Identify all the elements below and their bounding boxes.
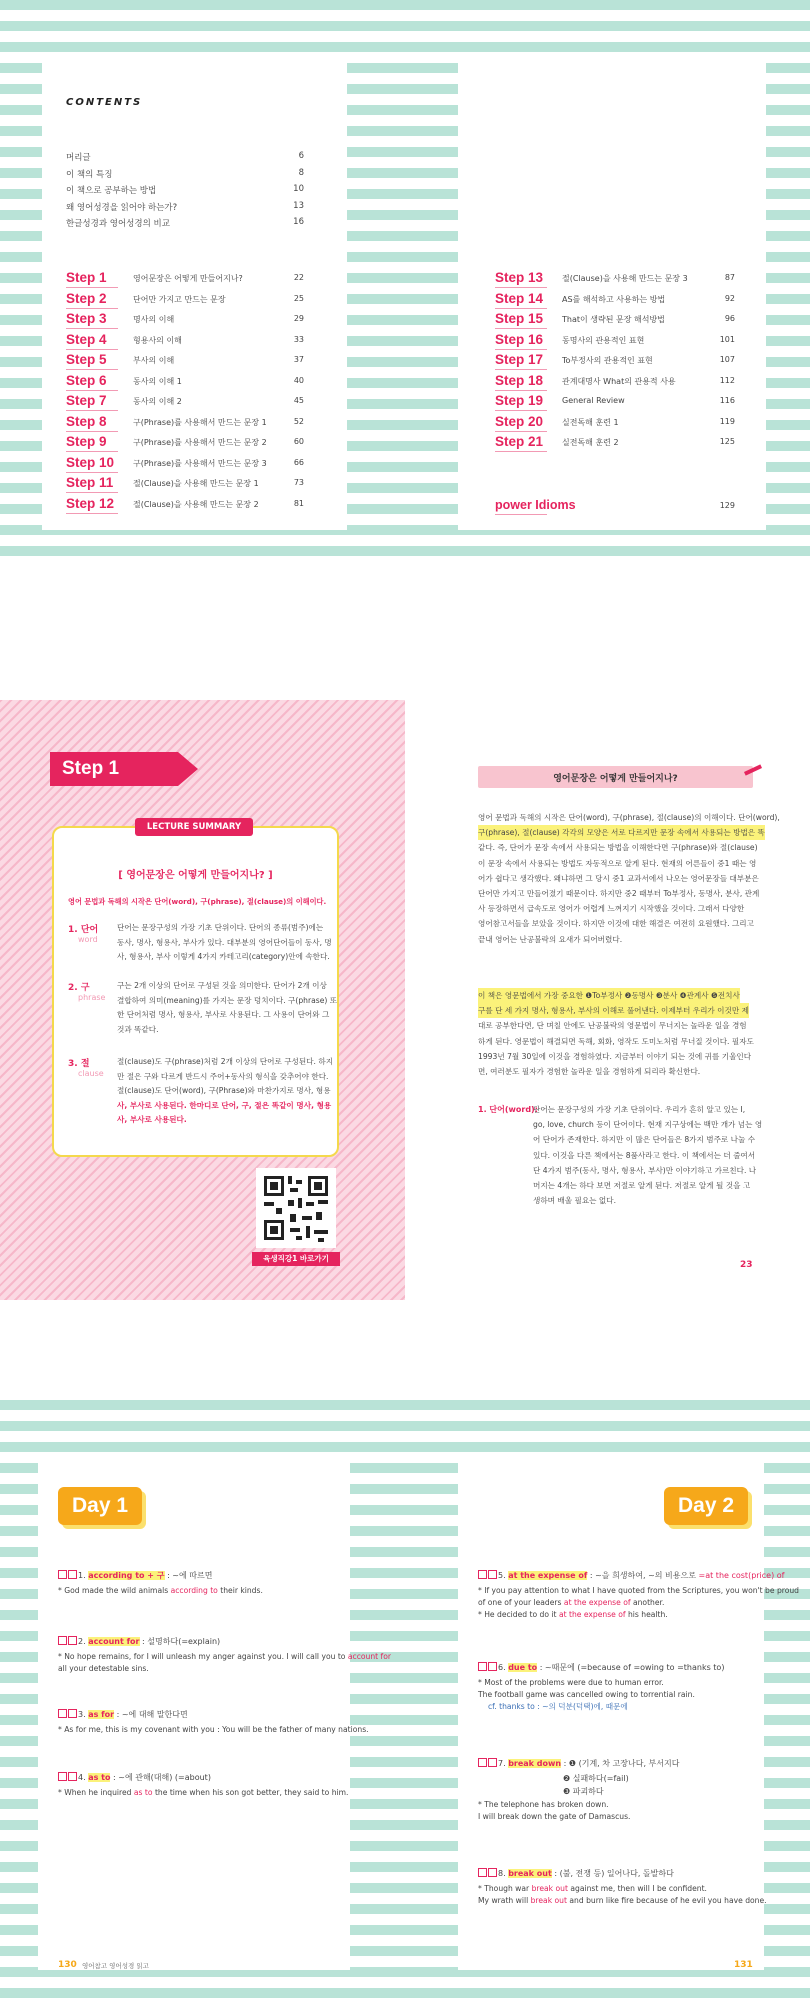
step-row[interactable] <box>66 272 304 290</box>
step-title: 구(Phrase)를 사용해서 만드는 문장 3 <box>133 458 267 468</box>
paragraph-line: 단어만 가지고 만들어졌기 때문이다. 하지만 중2 때부터 To부정사, 동명사, 분사, 관계 <box>478 889 760 899</box>
checkbox[interactable] <box>478 1570 487 1579</box>
example-sentence: * Though war break out against me, then will I be confident. <box>478 1884 707 1893</box>
example-part: and burn like fire because of he evil you have done. <box>566 1896 767 1905</box>
step-page: 66 <box>293 457 304 467</box>
lecture-intro-line: 영어 문법과 독해의 시작은 단어(word), 구(phrase), 절(clause)의 이해이다. <box>68 897 327 906</box>
idiom-keyword: due to <box>508 1663 538 1672</box>
paragraph-line: 면, 여러분도 필자가 경험한 놀라운 일을 경험하게 되리라 확신한다. <box>478 1067 701 1077</box>
step-row[interactable] <box>495 290 735 311</box>
checkbox[interactable] <box>478 1758 487 1767</box>
paragraph-line: 머지는 4개는 하다 보면 저절로 알게 된다. 저절로 알게 될 것을 고 <box>533 1181 751 1191</box>
page-number-131: 131 <box>734 1960 753 1970</box>
step-number: Step 6 <box>66 372 107 388</box>
step-number: Step 20 <box>495 413 544 429</box>
idiom-meaning: : ~에 따르면 <box>167 1571 213 1580</box>
paragraph-line: 이 문장 속에서 사용되는 방법도 자동적으로 알게 된다. 현재의 어른들이 중1 때는 영 <box>478 858 757 868</box>
example-part: My wrath will <box>478 1896 531 1905</box>
intro-label: 머리글 <box>66 153 91 163</box>
idiom-number: 3. <box>78 1710 86 1719</box>
step-number: Step 18 <box>495 372 544 388</box>
lecture-summary-label: LECTURE SUMMARY <box>146 822 242 832</box>
step-row[interactable] <box>66 313 304 331</box>
example-part: another. <box>630 1598 665 1607</box>
step-title: 동사의 이해 1 <box>133 376 182 386</box>
example-part: Though war <box>484 1884 532 1893</box>
checkbox[interactable] <box>68 1709 77 1718</box>
step-page: 45 <box>293 396 304 405</box>
idiom-heading[interactable] <box>58 1570 212 1581</box>
word-section-text <box>533 1102 763 1208</box>
step-row[interactable] <box>495 436 735 454</box>
checkbox[interactable] <box>68 1636 77 1645</box>
example-sentence: * If you pay attention to what I have quoted from the Scriptures, you won't be proud <box>478 1586 799 1595</box>
idiom-number: 6. <box>498 1663 506 1672</box>
step-page: 37 <box>293 355 304 364</box>
idiom-meaning: : 설명하다(=explain) <box>142 1637 221 1646</box>
intro-row[interactable] <box>66 201 304 213</box>
step-row[interactable] <box>66 354 304 372</box>
idiom-heading[interactable] <box>58 1772 211 1783</box>
step-number: Step 13 <box>495 270 544 285</box>
idiom-heading[interactable] <box>478 1758 679 1769</box>
example-part: As for me, this is my covenant with you : You will be the father of many nations. <box>64 1725 369 1734</box>
step-row[interactable] <box>495 313 735 331</box>
checkbox[interactable] <box>488 1758 497 1767</box>
step-row[interactable] <box>66 413 304 434</box>
step-title: 관계대명사 What의 관용적 사용 <box>562 376 676 386</box>
step-number: Step 5 <box>66 352 107 367</box>
example-sentence: * No hope remains, for I will unleash my anger against you. I will call you to account for <box>58 1652 391 1661</box>
paragraph-line: 사 등장하면서 급속도로 영어가 어렵게 느껴지기 시작했을 것이다. 그래서 다양한 <box>478 904 745 914</box>
step-number: Step 16 <box>495 331 544 347</box>
idiom-keyword: account for <box>88 1637 140 1646</box>
definition-line: 만 절은 구와 다르게 반드시 주어+동사의 형식을 갖추어야 한다. <box>117 1071 329 1081</box>
step-title: 절(Clause)을 사용해 만드는 문장 3 <box>562 274 688 283</box>
intro-row[interactable] <box>66 184 304 196</box>
step-number: Step 2 <box>66 290 107 306</box>
step-badge-label: Step 1 <box>62 758 120 779</box>
definition-line: 사, 형용사, 부사 이렇게 4가지 카테고리(category)안에 속한다. <box>117 952 330 961</box>
definition-label: 1. 단어 <box>68 925 99 935</box>
example-sentence: * When he inquired as to the time when his son got better, they said to him. <box>58 1788 349 1797</box>
step-page: 52 <box>293 416 304 426</box>
example-part: against me, then will I be confident. <box>567 1884 707 1893</box>
idiom-keyword: break down <box>508 1759 562 1768</box>
definition-label: 2. 구 <box>68 983 90 993</box>
definition-text <box>117 979 338 1037</box>
step-number: Step 3 <box>66 311 107 326</box>
example-sentence <box>478 1895 767 1906</box>
intro-row[interactable] <box>66 168 304 180</box>
checkbox[interactable] <box>58 1570 67 1579</box>
step-row[interactable] <box>66 331 304 352</box>
paragraph-line: 단 4가지 범주(동사, 명사, 형용사, 부사)만 이야기하고 가르친다. 나 <box>533 1165 757 1175</box>
idiom-number: 7. <box>498 1759 506 1768</box>
definition-line: 사, 부사로 사용된다. <box>117 1115 187 1124</box>
step-page: 112 <box>719 375 735 385</box>
step-number: Step 17 <box>495 352 544 367</box>
power-idioms-row[interactable] <box>495 500 735 518</box>
paragraph-line: 이 책은 영문법에서 가장 중요한 ❶To부정사 ❷동명사 ❸분사 ❹관계사 ❺전치사 <box>478 988 740 1003</box>
qr-label[interactable]: 육생직강1 바로가기 <box>252 1252 340 1266</box>
idiom-heading[interactable] <box>58 1709 188 1720</box>
step-page: 22 <box>293 273 304 282</box>
step-row[interactable] <box>66 395 304 413</box>
definition-line: 단어는 문장구성의 가장 기초 단위이다. 단어의 종류(범주)에는 <box>117 923 324 932</box>
idiom-sub-meaning: ❸ 파괴하다 <box>563 1787 604 1796</box>
step-badge <box>50 752 198 786</box>
power-idioms-page: 129 <box>719 501 735 510</box>
intro-label: 왜 영어성경을 읽어야 하는가? <box>66 202 178 213</box>
example-highlight: at the expense of <box>563 1598 631 1607</box>
example-part: all your detestable sins. <box>58 1664 149 1673</box>
step-number: Step 1 <box>66 270 107 285</box>
paragraph-line: 구(phrase), 절(clause) 각각의 모양은 서로 다르지만 문장 속에서 사용되는 방법은 똑 <box>478 825 765 840</box>
step-title: 절(Clause)을 사용해 만드는 문장 1 <box>133 479 259 488</box>
step-number: Step 15 <box>495 311 544 326</box>
intro-page: 10 <box>293 184 304 194</box>
intro-page: 6 <box>298 151 304 161</box>
step-row[interactable] <box>495 413 735 434</box>
step-number: Step 14 <box>495 290 544 306</box>
step-row[interactable] <box>66 477 304 495</box>
example-part: God made the wild animals <box>64 1586 171 1595</box>
paragraph-line: 단어는 문장구성의 가장 기초 단위이다. 우리가 흔히 알고 있는 I, <box>533 1105 746 1114</box>
example-sentence <box>478 1597 664 1608</box>
definition-label: 3. 절 <box>68 1059 90 1069</box>
idiom-keyword: at the expense of <box>508 1571 588 1580</box>
step-row[interactable] <box>495 395 735 413</box>
step-title: That이 생략된 문장 해석방법 <box>562 315 665 324</box>
idiom-heading[interactable] <box>58 1636 220 1647</box>
checkbox[interactable] <box>488 1662 497 1671</box>
checkbox[interactable] <box>488 1868 497 1877</box>
idiom-meaning: : ❶ (기계, 차 고장나다, 부서지다 <box>563 1759 680 1768</box>
paragraph-line: 어 단어가 존재한다. 하지만 이 많은 단어들은 8가지 범주로 나눌 수 <box>533 1135 756 1145</box>
step-title: 명사의 이해 <box>133 315 175 324</box>
paragraph-line: 끝내 영어는 난공불락의 요새가 되어버렸다. <box>478 934 623 944</box>
definition-sub: clause <box>78 1069 104 1078</box>
idiom-number: 8. <box>498 1869 506 1878</box>
step-title: 구(Phrase)를 사용해서 만드는 문장 1 <box>133 417 267 427</box>
checkbox[interactable] <box>58 1772 67 1781</box>
day-1-badge: Day 1 <box>58 1487 142 1525</box>
example-part: If you pay attention to what I have quoted from the Scriptures, you won't be proud <box>484 1586 799 1595</box>
step-number: Step 4 <box>66 331 107 347</box>
example-part: No hope remains, for I will unleash my anger against you. I will call you to <box>64 1652 348 1661</box>
example-highlight: break out <box>530 1896 567 1905</box>
step-page: 29 <box>293 314 304 323</box>
definition-text <box>117 1055 334 1128</box>
example-highlight: account for <box>347 1652 391 1661</box>
example-sentence <box>478 1811 630 1822</box>
step-row[interactable] <box>495 272 735 290</box>
step-page: 92 <box>724 293 735 303</box>
paragraph-line: 영어 문법과 독해의 시작은 단어(word), 구(phrase), 절(clause)의 이해이다. 단어(word), <box>478 813 780 822</box>
idiom-number: 4. <box>78 1773 86 1782</box>
example-part: the time when his son got better, they said to him. <box>152 1788 349 1797</box>
paragraph-line: 1993년 7월 30일에 이것을 경험하였다. 지금부터 이야기 되는 것에 귀를 기울인다 <box>478 1051 752 1061</box>
definition-line: 한 단어처럼 명사, 형용사, 부사로 사용된다. 그 사용이 단어와 그 <box>117 1010 330 1019</box>
step-title: 동사의 이해 2 <box>133 397 182 406</box>
step-row[interactable] <box>495 372 735 393</box>
step-number: Step 9 <box>66 434 107 449</box>
paragraph-line: 있다. 이것을 다른 책에서는 8품사라고 한다. 이 책에서는 더 줄여서 <box>533 1150 756 1160</box>
example-part: I will break down the gate of Damascus. <box>478 1812 631 1821</box>
step-page: 25 <box>293 293 304 303</box>
checkbox[interactable] <box>478 1662 487 1671</box>
step-row[interactable] <box>66 454 304 475</box>
cf-note: cf. thanks to : ~의 덕분(덕택)에, 때문에 <box>488 1702 628 1711</box>
idiom-meaning: : ~에 대해 말한다면 <box>116 1710 188 1719</box>
word-section-label: 1. 단어(word): <box>478 1105 538 1114</box>
qr-code-icon <box>256 1168 336 1248</box>
idiom-meaning: : ~때문에 (=because of =owing to =thanks to) <box>539 1663 725 1672</box>
paragraph-line: 같다. 즉, 단어가 문장 속에서 사용되는 방법을 이해한다면 구(phrase)와 절(clause) <box>478 843 758 853</box>
definition-line: 절(clause)도 단어(word), 구(Phrase)와 마찬가지로 명사, 형용 <box>117 1086 331 1095</box>
footer-text: 영어참고 영어성경 읽고 <box>82 1962 149 1970</box>
paragraph-line: 어가 쉽다고 생각했다. 왜냐하면 그 당시 중1 교과서에서 나오는 영어문장들 대부분은 <box>478 873 759 883</box>
example-part: of one of your leaders <box>478 1598 564 1607</box>
intro-label: 이 책의 특징 <box>66 169 113 180</box>
paragraph-line: 생하며 배울 필요는 없다. <box>533 1196 617 1206</box>
example-highlight: at the expense of <box>558 1610 626 1619</box>
checkbox[interactable] <box>488 1570 497 1579</box>
step-number: Step 19 <box>495 393 544 408</box>
definition-line: 절(clause)도 구(phrase)처럼 2개 이상의 단어로 구성된다. 하지 <box>117 1057 334 1066</box>
step-page: 119 <box>719 416 735 426</box>
example-highlight: as to <box>133 1788 153 1797</box>
step-title: 형용사의 이해 <box>133 335 182 345</box>
intro-label: 이 책으로 공부하는 방법 <box>66 186 157 196</box>
idiom-heading[interactable] <box>478 1662 724 1673</box>
example-sentence: * He decided to do it at the expense of his health. <box>478 1610 668 1619</box>
intro-row[interactable] <box>66 217 304 229</box>
idiom-meaning: : ~을 희생하여, ~의 비용으로 <box>589 1571 696 1580</box>
idiom-alt: =at the cost(price) of <box>698 1571 785 1580</box>
example-highlight: according to <box>170 1586 218 1595</box>
idiom-number: 5. <box>498 1571 506 1580</box>
step-title: General Review <box>562 396 625 405</box>
example-sentence: * God made the wild animals according to their kinds. <box>58 1586 263 1595</box>
idiom-keyword: as for <box>88 1710 115 1719</box>
definition-sub: word <box>78 935 98 944</box>
example-sentence: * As for me, this is my covenant with you : You will be the father of many nations. <box>58 1725 369 1734</box>
step-page: 107 <box>719 355 735 364</box>
idiom-keyword: according to + 구 <box>88 1571 165 1580</box>
idiom-heading[interactable] <box>478 1570 784 1581</box>
step-title: 실전독해 훈련 2 <box>562 438 619 447</box>
power-idioms-label: power Idioms <box>495 498 576 512</box>
checkbox[interactable] <box>68 1570 77 1579</box>
title-banner-text: 영어문장은 어떻게 만들어지나? <box>553 774 678 784</box>
step-title: 부사의 이해 <box>133 356 175 365</box>
intro-page: 8 <box>298 167 304 178</box>
step-page: 73 <box>293 478 304 487</box>
day-2-badge: Day 2 <box>664 1487 748 1525</box>
example-sentence <box>478 1689 695 1700</box>
example-part: Most of the problems were due to human error. <box>484 1678 664 1687</box>
step-number: Step 11 <box>66 475 114 490</box>
example-part: The football game was cancelled owing to torrential rain. <box>478 1690 695 1699</box>
checkbox[interactable] <box>68 1772 77 1781</box>
step-row[interactable] <box>66 495 304 516</box>
example-part: When he inquired <box>64 1788 134 1797</box>
step-number: Step 12 <box>66 495 115 511</box>
checkbox[interactable] <box>58 1709 67 1718</box>
step-row[interactable] <box>495 354 735 372</box>
step-title: 동명사의 관용적인 표현 <box>562 335 645 345</box>
paragraph-line: 하게 된다. 영문법이 해결되면 독해, 회화, 영작도 도미노처럼 무너질 것이다. 필자도 <box>478 1036 754 1046</box>
example-sentence: * Most of the problems were due to human error. <box>478 1678 664 1687</box>
idiom-number: 2. <box>78 1637 86 1646</box>
intro-paragraph <box>478 810 780 947</box>
step-title: AS를 해석하고 사용하는 방법 <box>562 294 666 304</box>
step-row[interactable] <box>495 331 735 352</box>
intro-label: 한글성경과 영어성경의 비교 <box>66 219 170 229</box>
page-number-23: 23 <box>740 1260 753 1270</box>
contents-title: CONTENTS <box>66 97 143 108</box>
step-page: 87 <box>724 273 735 282</box>
step-page: 33 <box>293 334 304 344</box>
paragraph-line: 영어참고서들을 보았을 것이다. 하지만 이것에 대한 해결은 여전히 요원했다. 그리고 <box>478 919 754 929</box>
step-page: 96 <box>724 314 735 323</box>
step-row[interactable] <box>66 290 304 311</box>
intro-page: 13 <box>293 200 304 211</box>
checkbox[interactable] <box>478 1868 487 1877</box>
example-sentence: * The telephone has broken down. <box>478 1800 609 1809</box>
idiom-meaning: : ~에 관해(대해) (=about) <box>113 1773 211 1782</box>
example-part: He decided to do it <box>484 1610 559 1619</box>
step-page: 81 <box>293 498 304 508</box>
example-highlight: break out <box>531 1884 568 1893</box>
step-title: 단어만 가지고 만드는 문장 <box>133 294 226 304</box>
paragraph-line: go, love, church 등이 단어이다. 현재 지구상에는 백만 개가 넘는 영 <box>533 1120 763 1130</box>
method-paragraph <box>478 988 753 1079</box>
step-number: Step 8 <box>66 413 107 429</box>
paragraph-line: 대로 공부한다면, 단 며칠 안에도 난공불락의 영문법이 무너지는 놀라운 일을 경험 <box>478 1021 747 1031</box>
step-number: Step 21 <box>495 434 544 449</box>
page-number-130: 130 <box>58 1960 77 1970</box>
definition-text <box>117 921 332 965</box>
idiom-sub-meaning: ❷ 실패하다(=fail) <box>563 1774 629 1783</box>
step-number: Step 10 <box>66 454 115 470</box>
definition-line: 구는 2개 이상의 단어로 구성된 것을 의미한다. 단어가 2개 이상 <box>117 981 327 990</box>
step-row[interactable] <box>66 372 304 393</box>
definition-sub: phrase <box>78 993 106 1002</box>
intro-row[interactable] <box>66 151 304 163</box>
example-sentence <box>58 1663 149 1674</box>
definition-line: 동사, 명사, 형용사, 부사가 있다. 대부분의 영어단어들이 동사, 명 <box>117 937 332 947</box>
idiom-meaning: : (불, 전쟁 등) 일어나다, 돌발하다 <box>554 1869 674 1878</box>
checkbox[interactable] <box>58 1636 67 1645</box>
step-number: Step 7 <box>66 393 107 408</box>
qr-code[interactable] <box>256 1168 336 1248</box>
step-page: 101 <box>719 334 735 344</box>
lecture-question: [ 영어문장은 어떻게 만들어지나? ] <box>118 870 273 881</box>
idiom-number: 1. <box>78 1571 86 1580</box>
example-part: his health. <box>625 1610 668 1619</box>
step-title: 구(Phrase)를 사용해서 만드는 문장 2 <box>133 438 267 447</box>
example-part: The telephone has broken down. <box>484 1800 609 1809</box>
step-title: To부정사의 관용적인 표현 <box>562 356 653 365</box>
definition-line: 사, 부사로 사용된다. 한마디로 단어, 구, 절은 똑같이 명사, 형용 <box>117 1100 332 1110</box>
idiom-keyword: as to <box>88 1773 111 1782</box>
step-row[interactable] <box>66 436 304 454</box>
step-page: 116 <box>719 396 735 405</box>
example-part: their kinds. <box>217 1586 263 1595</box>
step-title: 영어문장은 어떻게 만들어지나? <box>133 274 243 283</box>
idiom-heading[interactable] <box>478 1868 674 1879</box>
definition-line: 것과 똑같다. <box>117 1024 159 1034</box>
paragraph-line: 구를 단 세 가지 명사, 형용사, 부사의 이해로 풀어낸다. 이제부터 우리가 이것만 제 <box>478 1003 749 1018</box>
step-page: 125 <box>719 437 735 446</box>
step-title: 실전독해 훈련 1 <box>562 417 619 427</box>
step-page: 60 <box>293 437 304 446</box>
step-page: 40 <box>293 375 304 385</box>
definition-line: 결합하여 의미(meaning)를 가지는 문장 덩치이다. 구(phrase) 또 <box>117 995 338 1005</box>
idiom-keyword: break out <box>508 1869 552 1878</box>
step-title: 절(Clause)을 사용해 만드는 문장 2 <box>133 499 259 509</box>
intro-page: 16 <box>293 217 304 227</box>
